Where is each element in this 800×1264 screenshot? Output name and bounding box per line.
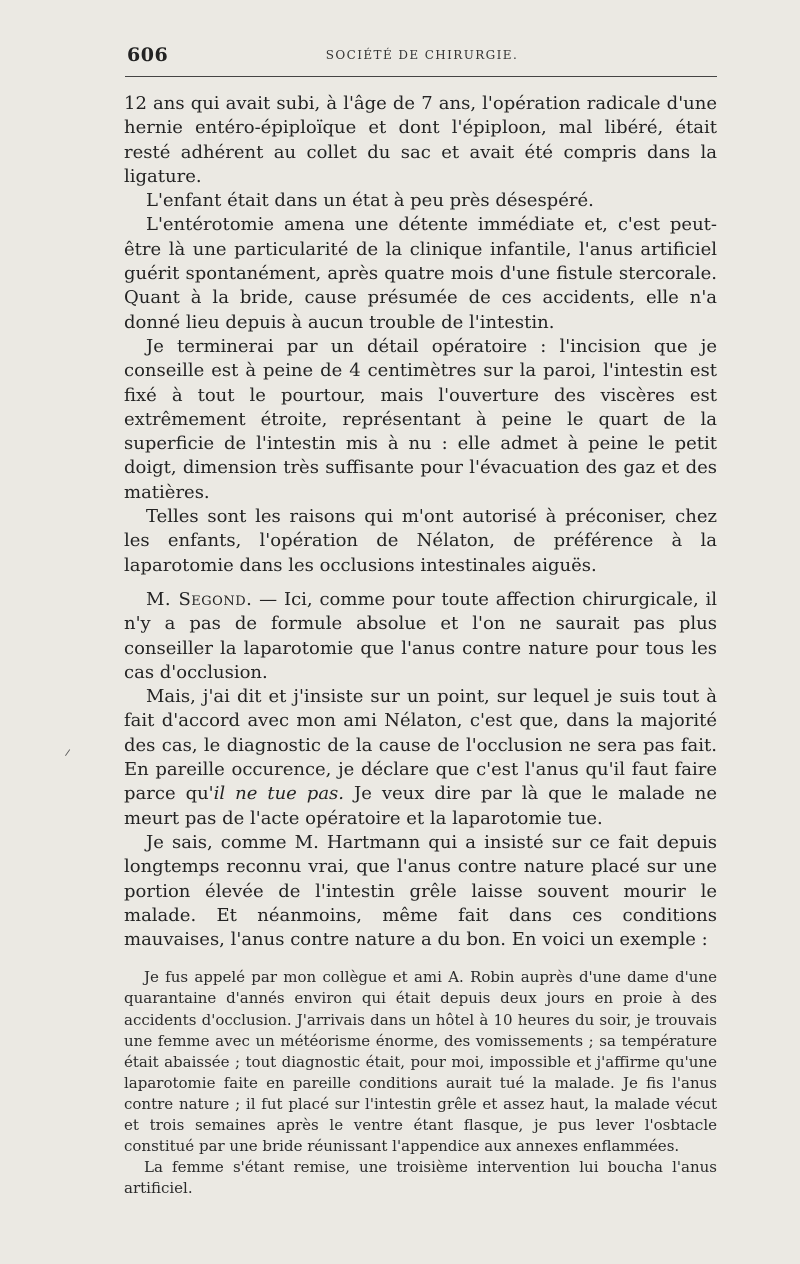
paragraph [124,685,717,831]
text-segment: Mais, j'ai dit et j'insiste sur un point, sur lequel je suis tout à fait d'accord avec mon ami Nélaton, c'est que, dans la majorité des cas, le diagnostic de la cause de l'occlusion ne sera pas fait. En pareille occurence, je déclare que c'est l'anus qu'il faut faire parce qu' [124,686,717,805]
text-segment: Je veux dire par là que le malade ne meurt pas de l'acte opératoire et la laparotomie tue. [124,783,717,829]
paragraph: Je terminerai par un détail opératoire : l'incision que je conseille est à peine de 4 centimètres sur la paroi, l'intestin est fixé à tout le pourtour, mais l'ouverture des viscères est extrêmement étroite, représentant à peine le quart de la superficie de l'intestin mis à nu : elle admet à peine le petit doigt, dimension très suffisante pour l'évacuation des gaz et des matières. [124,335,717,503]
header-rule [125,76,717,77]
paragraph-segond [124,588,717,685]
speaker-text: — Ici, comme pour toute affection chirurgicale, il n'y a pas de formule absolue et l'on ne saurait pas plus conseiller la laparotomie que l'anus contre nature pour tous les cas d'occlusion. [124,588,717,683]
case-report [124,967,717,1199]
paragraph: L'enfant était dans un état à peu près désespéré. [146,190,594,212]
running-title: SOCIÉTÉ DE CHIRURGIE. [325,48,519,62]
main-text [124,92,717,1199]
paragraph: Je sais, comme M. Hartmann qui a insisté sur ce fait depuis longtemps reconnu vrai, que l'anus contre nature placé sur une portion élevée de l'intestin grêle laisse souvent mourir le malade. Et néanmoins, même fait dans ces conditions mauvaises, l'anus contre nature a du bon. En voici un exemple : [124,831,717,951]
page-header [127,44,717,74]
paragraph: Telles sont les raisons qui m'ont autorisé à préconiser, chez les enfants, l'opération de Nélaton, de préférence à la laparotomie dans les occlusions intestinales aiguës. [124,506,717,576]
speaker-name: M. Segond. [146,588,253,610]
paragraph: 12 ans qui avait subi, à l'âge de 7 ans, l'opération radicale d'une hernie entéro-épiploïque et dont l'épiploon, mal libéré, était resté adhérent au collet du sac et avait été compris dans la ligature. [124,93,717,187]
paragraph: L'entérotomie amena une détente immédiate et, c'est peut-être là une particularité de la clinique infantile, l'anus artificiel guérit spontanément, après quatre mois d'une fistule stercorale. Quant à la bride, cause présumée de ces accidents, elle n'a donné lieu depuis à aucun trouble de l'intestin. [124,214,717,333]
page-number: 606 [127,44,169,66]
case-paragraph: La femme s'étant remise, une troisième intervention lui boucha l'anus artificiel. [124,1158,717,1198]
case-paragraph: Je fus appelé par mon collègue et ami A. Robin auprès d'une dame d'une quarantaine d'annés environ qui était depuis deux jours en proie à des accidents d'occlusion. J'arrivais dans un hôtel à 10 heures du soir, je trouvais une femme avec un météorisme énorme, des vomissements ; sa température était abaissée ; tout diagnostic était, pour moi, impossible et j'affirme qu'une laparotomie faite en pareille conditions aurait tué la malade. Je fis l'anus contre nature ; il fut placé sur l'intestin grêle et assez haut, la malade vécut et trois semaines après le ventre étant flasque, je pus lever l'osbtacle constitué par une bride réunissant l'appendice aux annexes enflammées. [124,968,717,1156]
pencil-mark-icon: ⸍ [62,745,74,766]
italic-phrase: il ne tue pas. [213,783,345,805]
